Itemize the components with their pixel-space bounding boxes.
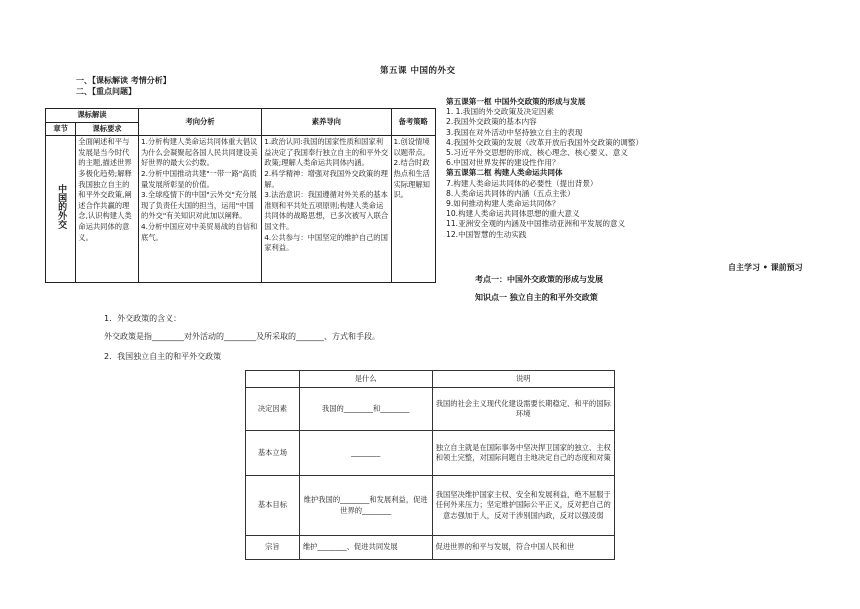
policy-row-explain: 我国的社会主义现代化建设需要长期稳定、和平的国际环境 (432, 388, 614, 431)
outline-item: 2.我国外交政策的基本内容 (446, 117, 537, 127)
table-header-chapter: 章节 (46, 122, 76, 136)
table-group-header: 课标解读 (46, 109, 139, 123)
policy-table (245, 370, 615, 560)
table-header-strategy: 备考策略 (391, 109, 436, 136)
outline-item: 7.构建人类命运共同体的必要性（提出背景） (446, 178, 598, 188)
policy-row-label: 基本目标 (246, 476, 300, 536)
section-heading-1: 一、【课标解读 考情分析】 (76, 76, 171, 85)
policy-header-what: 是什么 (299, 371, 432, 388)
question-1-title: 1．外交政策的含义： (104, 314, 182, 323)
outline-item: 6.中国对世界发挥的建设性作用？ (446, 158, 560, 168)
outline-item: 12.中国智慧的生动实践 (446, 229, 527, 239)
chapter-cell: 中国的外交 (46, 136, 76, 283)
policy-row-label: 宗旨 (246, 536, 300, 560)
zhishidian-heading: 知识点一 独立自主的和平外交政策 (475, 293, 598, 302)
policy-row-explain: 独立自主就是在国际事务中坚决捍卫国家的独立、主权和领土完整，对国际问题自主地决定自己的态度和对策 (432, 431, 614, 476)
policy-row-what: 我国的________和________ (299, 388, 432, 431)
page-title: 第五课 中国的外交 (380, 66, 456, 76)
outline-list (446, 97, 821, 240)
outline-item: 第五课第一框 中国外交政策的形成与发展 (446, 97, 586, 106)
table-header-literacy: 素养导向 (262, 109, 391, 136)
policy-row-label: 决定因素 (246, 388, 300, 431)
preview-title: 自主学习 • 课前预习 (728, 263, 803, 272)
policy-row-what: 维护________、促进共同发展 (299, 536, 432, 560)
policy-row-explain: 促进世界的和平与发展，符合中国人民和世 (432, 536, 614, 560)
exam-analysis-cell: 1.分析构建人类命运共同体重大倡议为什么会凝聚起各国人民共同建设美好世界的最大公约数。 2.分析中国推动共建"一带一路"高质量发展所彰显的价值。 3.全球疫情下的中国"云外交"充分展现了负责任大国的担当，运用"中国的外交"有关知识对此加以阐释。 4.分析中国应对中美贸易战的自信和底气。 (138, 136, 261, 283)
outline-item: 4.我国外交政策的发展（改革开放后我国外交政策的调整） (446, 137, 644, 147)
question-1-text: 外交政策是指________对外活动的________及所采取的_______、方式和手段。 (104, 332, 380, 341)
requirements-cell: 全面阐述和平与发展是当今时代的主题,描述世界多极化趋势;解释我国独立自主的和平外交政策,阐述合作共赢的理念,认识构建人类命运共同体的意义。 (76, 136, 139, 283)
policy-row-explain: 我国坚决维护国家主权、安全和发展利益，绝不屈服于任何外来压力；坚定维护国际公平正义，反对把自己的意志强加于人，反对干涉别国内政，反对以强凌弱 (432, 476, 614, 536)
policy-header-explain: 说明 (432, 371, 614, 388)
literacy-cell: 1.政治认同:我国的国家性质和国家利益决定了我国奉行独立自主的和平外交政策;理解人类命运共同体内涵。 2.科学精神：增强对我国外交政策的理解。 3.法治意识：我国遵循对外关系的基本准则和平共处五项原则;构建人类命运共同体的战略思想，已多次被写入联合国文件。 4.公共参与：中国坚定的维护自己的国家利益。 (262, 136, 391, 283)
outline-item: 第五课第二框 构建人类命运共同体 (446, 168, 563, 178)
outline-item: 8.人类命运共同体的内涵（五点主张） (446, 188, 575, 198)
strategy-cell: 1.创设情境以题带点。 2.结合时政热点和生活实际理解知识。 (391, 136, 436, 283)
question-2-title: 2．我国独立自主的和平外交政策 (104, 352, 222, 361)
outline-item: 10.构建人类命运共同体思想的重大意义 (446, 209, 580, 219)
policy-row-what: 维护我国的________和发展利益，促进世界的________ (299, 476, 432, 536)
outline-item: 11.亚洲安全观的内涵及中国推动亚洲和平发展的意义 (446, 219, 626, 229)
outline-item: 3.我国在对外活动中坚持独立自主的表现 (446, 127, 583, 137)
kaodian-heading: 考点一：中国外交政策的形成与发展 (475, 275, 603, 284)
policy-row-label: 基本立场 (246, 431, 300, 476)
policy-row-what: ________ (299, 431, 432, 476)
outline-item: 1. 1.我国的外交政策及决定因素 (446, 107, 555, 117)
outline-item: 5.习近平外交思想的形成、核心理念、核心要义、意义 (446, 148, 628, 158)
table-header-requirements: 课标要求 (76, 122, 139, 136)
outline-item: 9.如何推动构建人类命运共同体？ (446, 199, 560, 209)
policy-header-blank (246, 371, 300, 388)
curriculum-table (45, 108, 436, 283)
table-header-exam-analysis: 考向分析 (138, 109, 261, 136)
section-heading-2: 二、【重点问题】 (76, 87, 136, 96)
